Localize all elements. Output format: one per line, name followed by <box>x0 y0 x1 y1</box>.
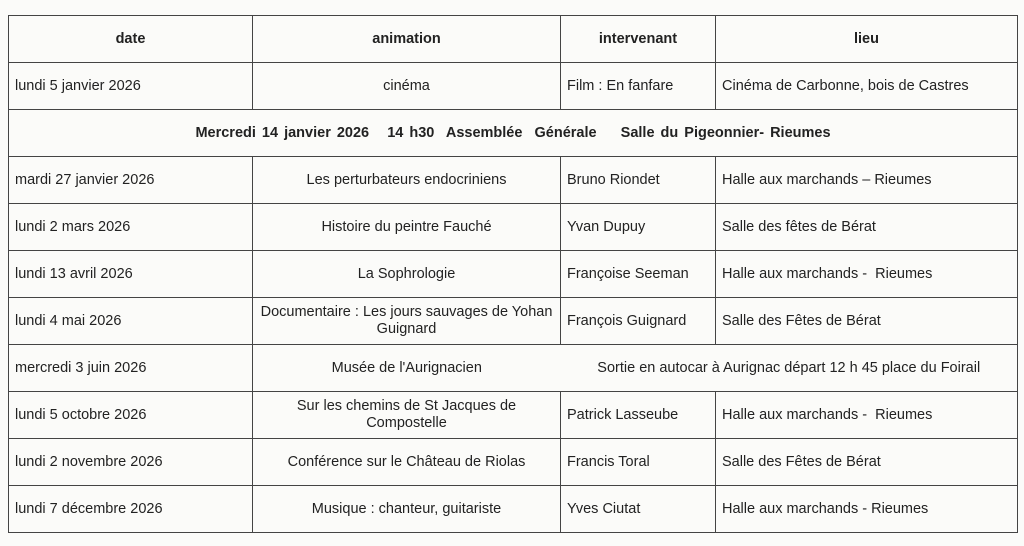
header-row <box>9 16 1018 63</box>
table-row <box>9 392 1018 439</box>
cell-animation: La Sophrologie <box>253 251 561 298</box>
cell-animation: Musée de l'Aurignacien <box>253 345 561 392</box>
cell-intervenant: Françoise Seeman <box>561 251 716 298</box>
cell-date: lundi 2 novembre 2026 <box>9 439 253 486</box>
cell-intervenant: Yvan Dupuy <box>561 204 716 251</box>
cell-date: lundi 5 janvier 2026 <box>9 63 253 110</box>
cell-lieu: Halle aux marchands – Rieumes <box>716 157 1018 204</box>
cell-date: mardi 27 janvier 2026 <box>9 157 253 204</box>
header-date: date <box>9 16 253 63</box>
cell-animation: Documentaire : Les jours sauvages de Yohan Guignard <box>253 298 561 345</box>
cell-lieu: Cinéma de Carbonne, bois de Castres <box>716 63 1018 110</box>
cell-animation: Musique : chanteur, guitariste <box>253 486 561 533</box>
table-row <box>9 157 1018 204</box>
header-intervenant: intervenant <box>561 16 716 63</box>
table-row <box>9 251 1018 298</box>
cell-animation: Les perturbateurs endocriniens <box>253 157 561 204</box>
cell-date: mercredi 3 juin 2026 <box>9 345 253 392</box>
cell-intervenant: Film : En fanfare <box>561 63 716 110</box>
cell-lieu: Halle aux marchands - Rieumes <box>716 486 1018 533</box>
table-row <box>9 298 1018 345</box>
agenda-table <box>8 15 1018 533</box>
header-animation: animation <box>253 16 561 63</box>
cell-intervenant: Bruno Riondet <box>561 157 716 204</box>
cell-date: lundi 13 avril 2026 <box>9 251 253 298</box>
cell-lieu: Halle aux marchands - Rieumes <box>716 251 1018 298</box>
cell-intervenant: Yves Ciutat <box>561 486 716 533</box>
cell-intervenant: François Guignard <box>561 298 716 345</box>
cell-date: lundi 7 décembre 2026 <box>9 486 253 533</box>
cell-date: lundi 5 octobre 2026 <box>9 392 253 439</box>
table-row <box>9 439 1018 486</box>
table-row-assembly <box>9 110 1018 157</box>
cell-animation: cinéma <box>253 63 561 110</box>
cell-date: lundi 4 mai 2026 <box>9 298 253 345</box>
cell-lieu: Salle des Fêtes de Bérat <box>716 298 1018 345</box>
cell-assembly-notice: Mercredi 14 janvier 2026 14 h30 Assemblée Générale Salle du Pigeonnier- Rieumes <box>9 110 1018 157</box>
cell-lieu: Halle aux marchands - Rieumes <box>716 392 1018 439</box>
cell-outing-note: Sortie en autocar à Aurignac départ 12 h 45 place du Foirail <box>561 345 1018 392</box>
cell-animation: Conférence sur le Château de Riolas <box>253 439 561 486</box>
cell-intervenant: Francis Toral <box>561 439 716 486</box>
cell-lieu: Salle des fêtes de Bérat <box>716 204 1018 251</box>
cell-lieu: Salle des Fêtes de Bérat <box>716 439 1018 486</box>
table-row <box>9 345 1018 392</box>
cell-animation: Sur les chemins de St Jacques de Compostelle <box>253 392 561 439</box>
cell-animation: Histoire du peintre Fauché <box>253 204 561 251</box>
cell-date: lundi 2 mars 2026 <box>9 204 253 251</box>
table-row <box>9 486 1018 533</box>
cell-intervenant: Patrick Lasseube <box>561 392 716 439</box>
table-row <box>9 204 1018 251</box>
table-row <box>9 63 1018 110</box>
header-lieu: lieu <box>716 16 1018 63</box>
